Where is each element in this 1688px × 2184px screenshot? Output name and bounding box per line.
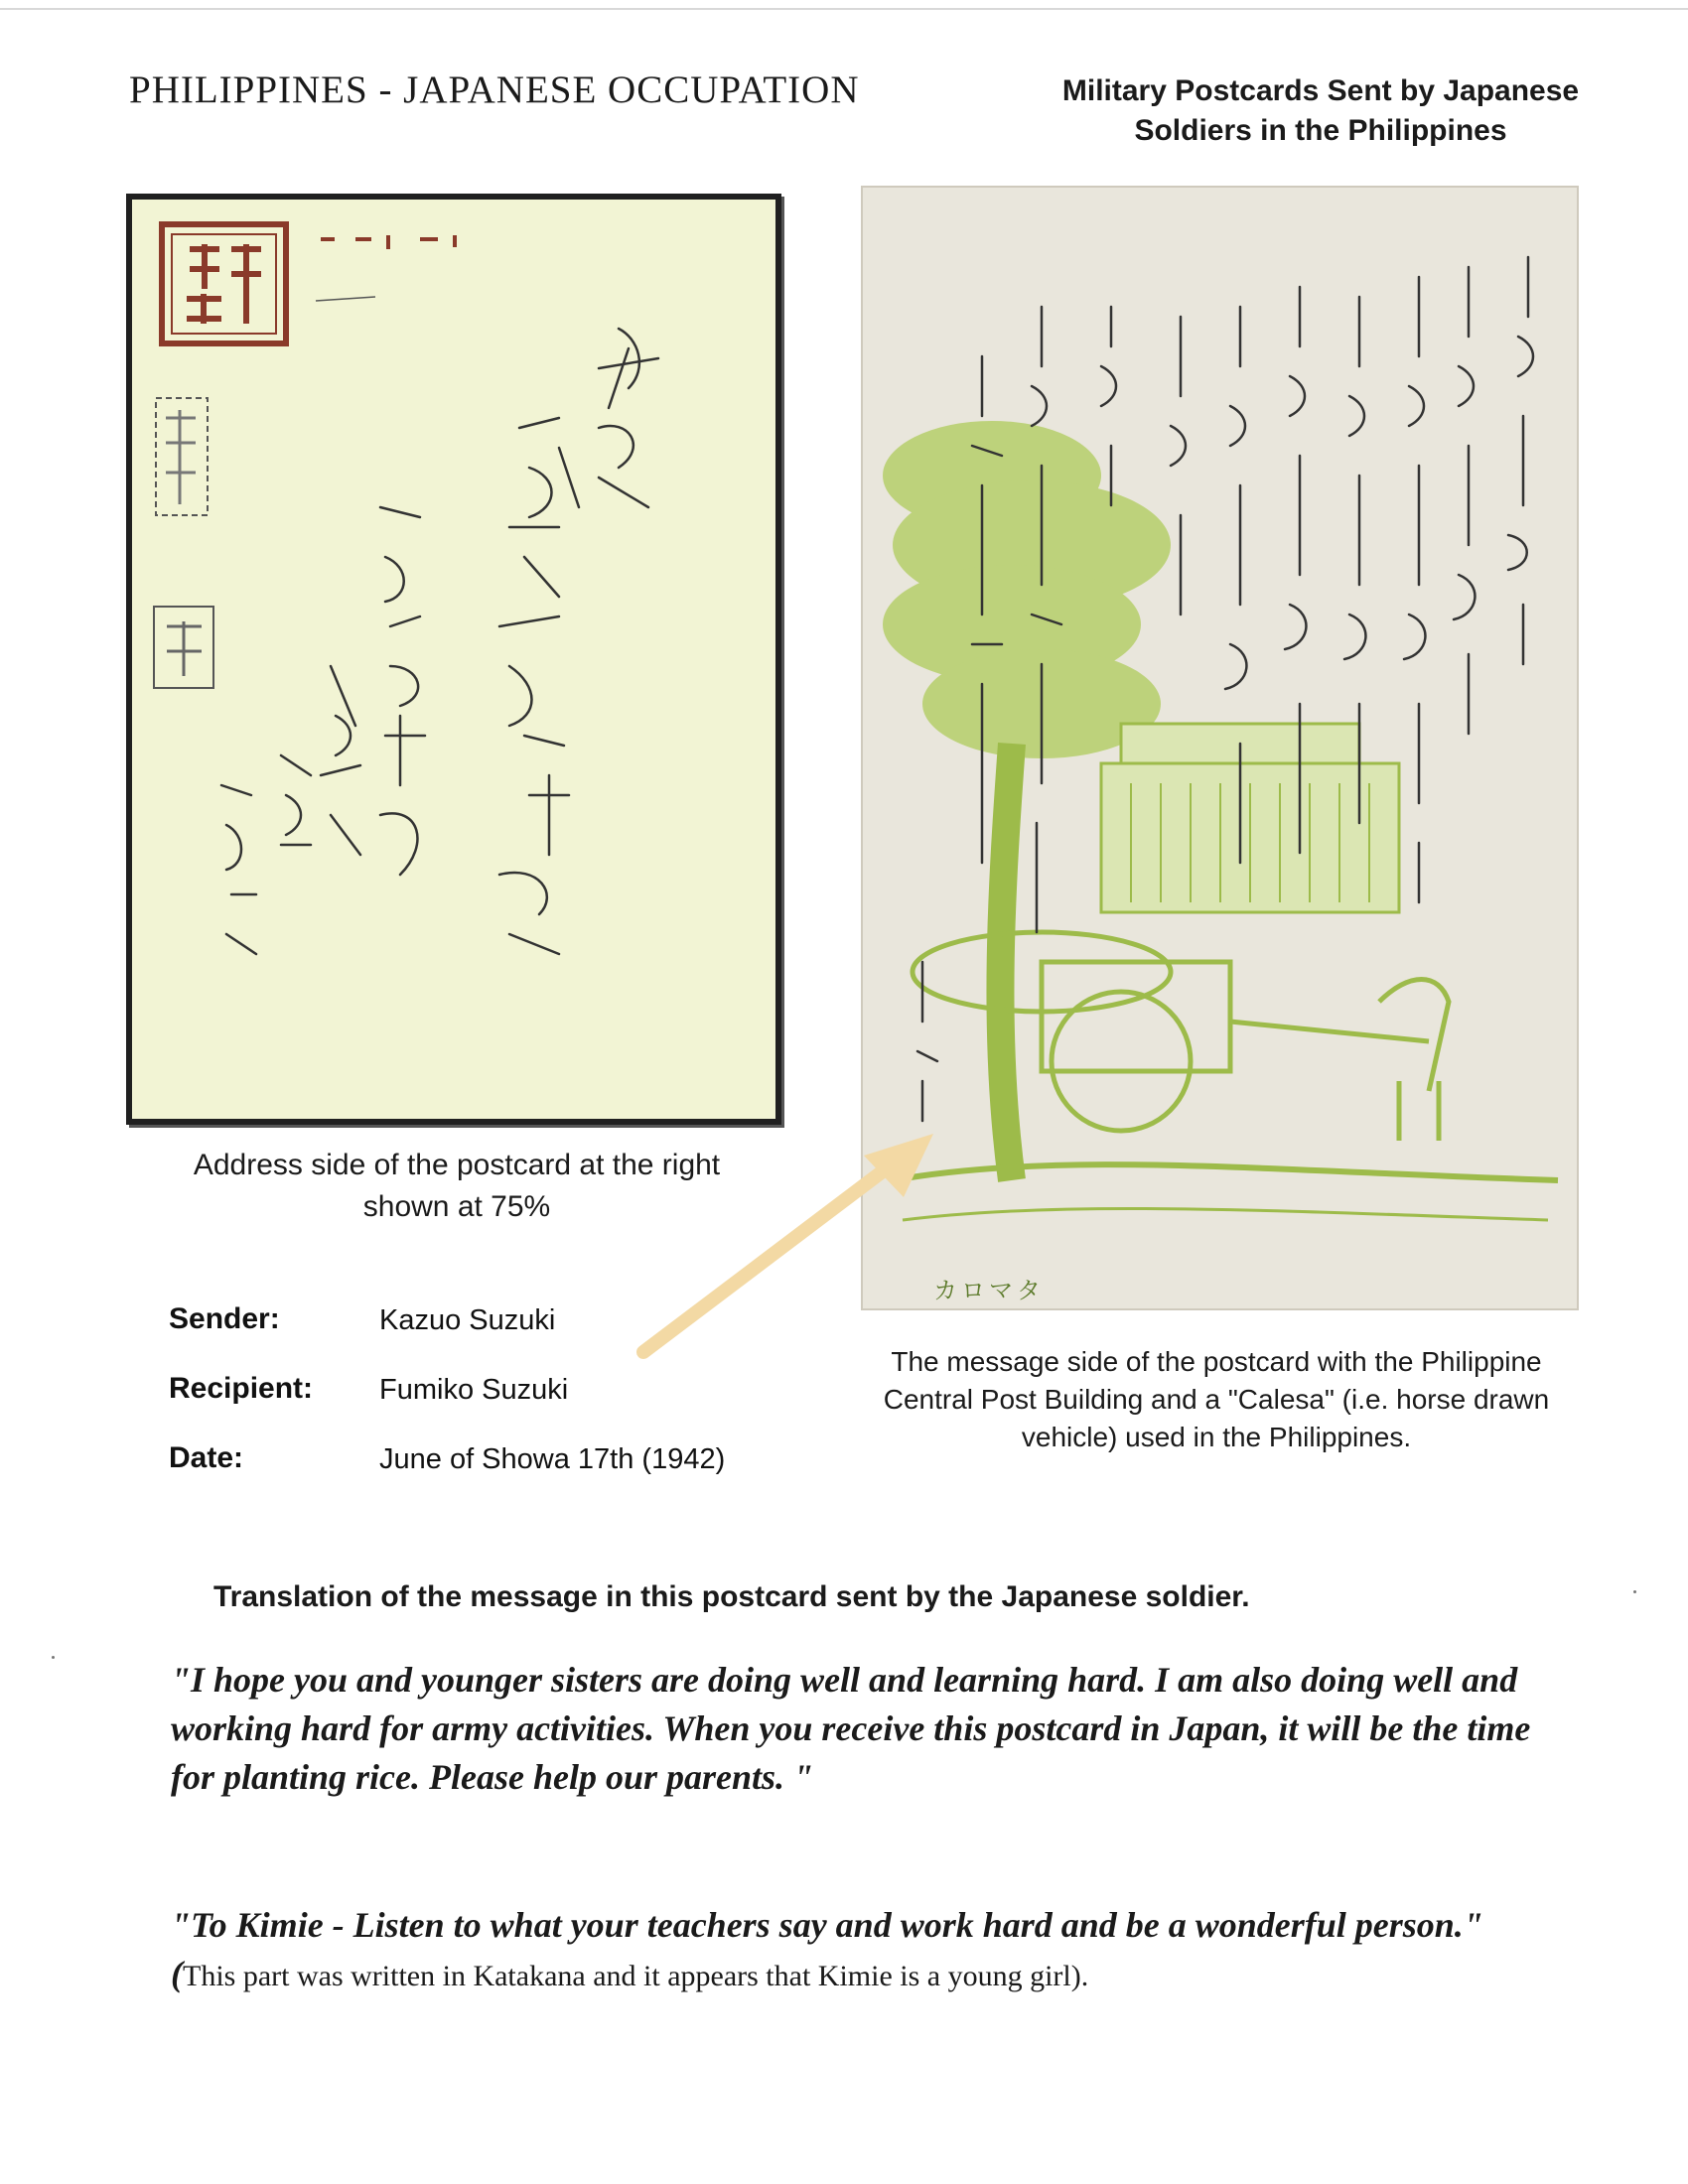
date-label: Date: (169, 1441, 244, 1474)
translation-quote-2 (171, 1901, 1561, 2000)
translation-heading: Translation of the message in this postcard sent by the Japanese soldier. (213, 1580, 1250, 1613)
message-caption-line-2: Central Post Building and a "Calesa" (i.e. horse drawn (883, 1384, 1550, 1415)
message-side-postcard (861, 186, 1579, 1310)
note-open-paren: ( (171, 1954, 183, 1993)
message-side-image (863, 188, 1577, 1308)
page-subtitle (1003, 71, 1638, 151)
subtitle-line-1: Military Postcards Sent by Japanese (1061, 74, 1580, 107)
message-caption-line-1: The message side of the postcard with the Philippine (891, 1346, 1542, 1377)
page-title: PHILIPPINES - JAPANESE OCCUPATION (129, 68, 860, 111)
address-caption-line-2: shown at 75% (362, 1190, 551, 1223)
sender-row (169, 1302, 864, 1342)
postcard-printed-label: カロマタ (933, 1277, 1045, 1304)
scan-speck (52, 1656, 55, 1659)
top-rule (0, 8, 1688, 10)
recipient-label: Recipient: (169, 1372, 314, 1405)
sender-label: Sender: (169, 1302, 280, 1335)
sender-value: Kazuo Suzuki (379, 1304, 556, 1336)
address-caption-line-1: Address side of the postcard at the right (193, 1149, 721, 1181)
address-side-image (132, 200, 775, 1119)
address-side-postcard (126, 194, 781, 1125)
recipient-value: Fumiko Suzuki (379, 1374, 569, 1406)
scan-speck (1633, 1590, 1636, 1593)
date-value: June of Showa 17th (1942) (379, 1443, 726, 1475)
recipient-row (169, 1372, 864, 1412)
translation-note: This part was written in Katakana and it appears that Kimie is a young girl). (183, 1960, 1089, 1992)
date-row (169, 1441, 864, 1481)
subtitle-line-2: Soldiers in the Philippines (1134, 114, 1507, 147)
message-caption-line-3: vehicle) used in the Philippines. (1021, 1422, 1412, 1452)
translation-quote-2-text: "To Kimie - Listen to what your teachers say and work hard and be a wonderful person." (171, 1905, 1483, 1945)
translation-quote-1: "I hope you and younger sisters are doing well and learning hard. I am also doing well and working hard for army activities. When you receive this postcard in Japan, it will be the time for planting rice. Please help our parents. " (171, 1660, 1531, 1797)
